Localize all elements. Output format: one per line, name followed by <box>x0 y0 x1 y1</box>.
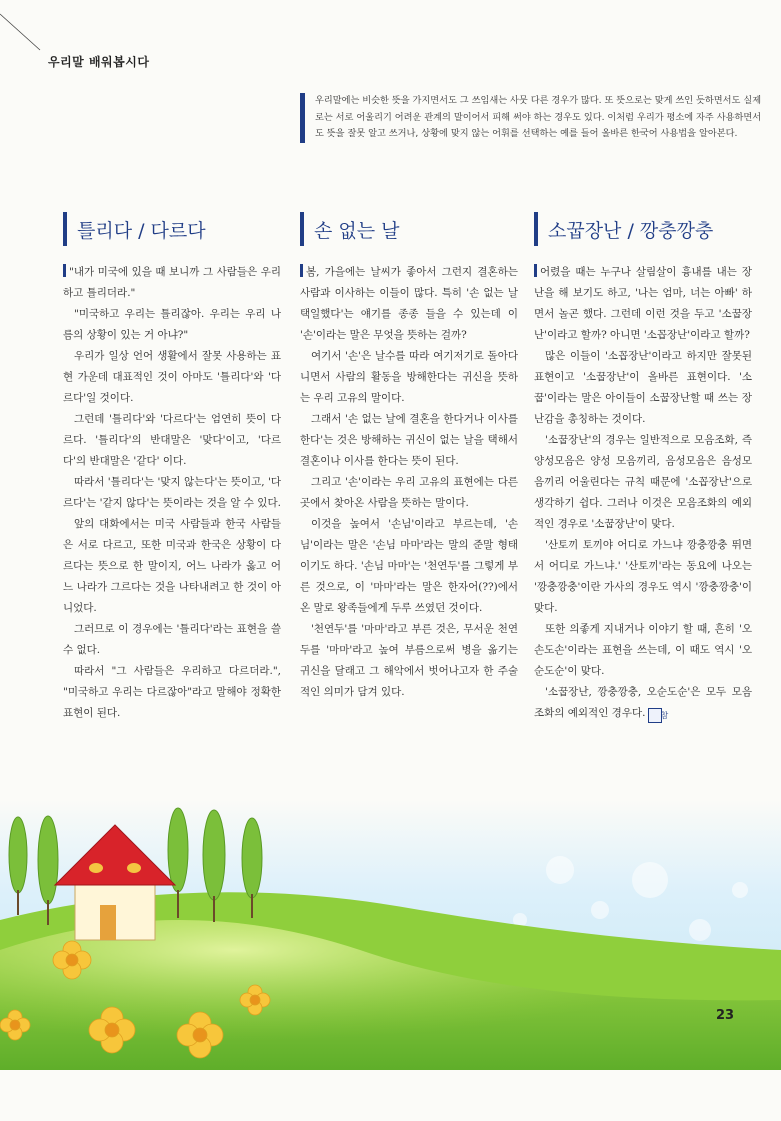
paragraph: 그러므로 이 경우에는 '틀리다'라는 표현을 쓸 수 없다. <box>63 623 281 656</box>
intro-box <box>300 93 765 143</box>
page-number: 23 <box>716 1008 735 1023</box>
paragraph: 그리고 '손'이라는 우리 고유의 표현에는 다른 곳에서 찾아온 사람을 뜻하는 말이다. <box>300 476 518 509</box>
article-column-1 <box>63 212 281 724</box>
corner-decoration <box>0 0 60 60</box>
paragraph: 그런데 '틀리다'와 '다르다'는 엄연히 뜻이 다르다. '틀리다'의 반대말은 '맞다'이고, '다르다'의 반대말은 '같다' 이다. <box>63 413 281 467</box>
paragraph: "내가 미국에 있을 때 보니까 그 사람들은 우리하고 틀리더라." <box>63 266 281 299</box>
paragraph: 또한 의좋게 지내거나 이야기 할 때, 흔히 '오손도손'이라는 표현을 쓰는데, 이 때도 역시 '오순도순'이 맞다. <box>534 623 752 677</box>
paragraph: 앞의 대화에서는 미국 사람들과 한국 사람들은 서로 다르고, 또한 미국과 한국은 상황이 다르다는 뜻으로 한 말이지, 어느 나라가 옳고 어느 나라가 그르다는 것을 나타내려고 한 것이 아니었다. <box>63 518 281 614</box>
column-title: 소꿉장난 / 깡충깡충 <box>534 212 752 246</box>
column-title: 손 없는 날 <box>300 212 518 246</box>
paragraph: "미국하고 우리는 틀리잖아. 우리는 우리 나름의 상황이 있는 거 아냐?" <box>63 308 281 341</box>
article-column-3 <box>534 212 752 724</box>
paragraph: 어렸을 때는 누구나 살림살이 흉내를 내는 장난을 해 보기도 하고, '나는 엄마, 너는 아빠' 하면서 놀곤 했다. 그런데 이런 것을 두고 '소꿉장난'이라고 할까? 아니면 '소꼽장난'이라고 할까? <box>534 266 752 341</box>
paragraph: 따라서 "그 사람들은 우리하고 다르더라.", "미국하고 우리는 다르잖아"라고 말해야 정확한 표현이 된다. <box>63 665 281 719</box>
column-body <box>534 262 752 724</box>
paragraph-marker <box>534 264 537 277</box>
paragraph: 이것을 높여서 '손님'이라고 부르는데, '손님'이라는 말은 '손님 마마'라는 말의 준말 형태이기도 하다. '손님 마마'는 '천연두'를 그렇게 부른 것으로, 이 '마마'라는 말은 한자어(??)에서 온 말로 왕족들에게 두루 쓰였던 것이다. <box>300 518 518 614</box>
paragraph: 봄, 가을에는 날씨가 좋아서 그런지 결혼하는 사람과 이사하는 이들이 많다. 특히 '손 없는 날 택일했다'는 얘기를 종종 들을 수 있는데 이 '손'이라는 말은 무엇을 뜻하는 걸까? <box>300 266 518 341</box>
column-title: 틀리다 / 다르다 <box>63 212 281 246</box>
end-mark-icon: 참 <box>648 708 662 723</box>
paragraph: '소꿉장난, 깡충깡충, 오순도순'은 모두 모음조화의 예외적인 경우다. 참 <box>534 682 752 724</box>
paragraph-marker <box>300 264 303 277</box>
paragraph: 우리가 일상 언어 생활에서 잘못 사용하는 표현 가운데 대표적인 것이 아마도 '틀리다'와 '다르다'일 것이다. <box>63 350 281 404</box>
column-body <box>300 262 518 703</box>
paragraph: '소꿉장난'의 경우는 일반적으로 모음조화, 즉 양성모음은 양성 모음끼리, 음성모음은 음성모음끼리 어울린다는 규칙 때문에 '소꼽장난'으로 생각하기 쉽다. 그러나 이것은 모음조화의 예외적인 경우로 '소꿉장난'이 맞다. <box>534 434 752 530</box>
paragraph: '천연두'를 '마마'라고 부른 것은, 무서운 천연두를 '마마'라고 높여 부름으로써 병을 옮기는 귀신을 달래고 그 해악에서 벗어나고자 한 주술적인 의미가 담겨 있다. <box>300 623 518 698</box>
paragraph: '산토끼 토끼야 어디로 가느냐 깡충깡충 뛰면서 어디로 가느냐.' '산토끼'라는 동요에 나오는 '깡충깡충'이란 가사의 경우도 역시 '깡충깡충'이 맞다. <box>534 539 752 614</box>
paragraph: 따라서 '틀리다'는 '맞지 않는다'는 뜻이고, '다르다'는 '같지 않다'는 뜻이라는 것을 알 수 있다. <box>63 476 281 509</box>
paragraph-marker <box>63 264 66 277</box>
paragraph: 여기서 '손'은 날수를 따라 여기저기로 돌아다니면서 사람의 활동을 방해한다는 귀신을 뜻하는 우리 고유의 말이다. <box>300 350 518 404</box>
paragraph: 많은 이들이 '소꼽장난'이라고 하지만 잘못된 표현이고 '소꿉장난'이 올바른 표현이다. '소꿉'이라는 말은 아이들이 소꿉장난할 때 쓰는 장난감을 총칭하는 것이다. <box>534 350 752 425</box>
column-body <box>63 262 281 724</box>
article-column-2 <box>300 212 518 703</box>
intro-text: 우리말에는 비슷한 뜻을 가지면서도 그 쓰임새는 사뭇 다른 경우가 많다. 또 뜻으로는 맞게 쓰인 듯하면서도 실제로는 서로 어울리기 어려운 관계의 말이어서 피해 써야 하는 경우도 있다. 이처럼 우리가 평소에 자주 사용하면서도 뜻을 잘못 알고 쓰거나, 상황에 맞지 않는 어휘를 선택하는 예를 들어 올바른 한국어 사용법을 알아본다. <box>315 95 762 139</box>
page-margin <box>0 1070 781 1121</box>
paragraph: 그래서 '손 없는 날에 결혼을 한다거나 이사를 한다'는 것은 방해하는 귀신이 없는 날을 택해서 결혼이나 이사를 한다는 뜻이 된다. <box>300 413 518 467</box>
landscape-illustration <box>0 800 781 1070</box>
section-title: 우리말 배워봅시다 <box>48 55 150 69</box>
